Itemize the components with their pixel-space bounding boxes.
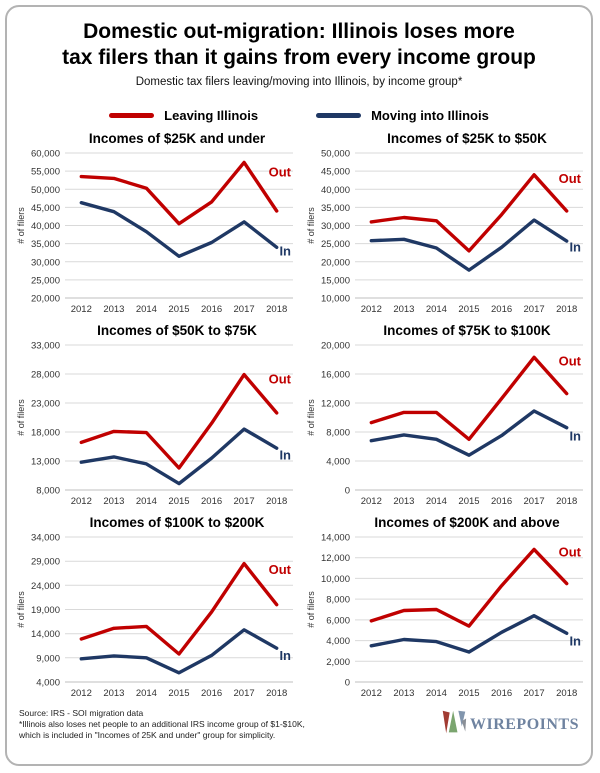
x-tick-label: 2018: [556, 304, 578, 315]
y-tick-label: 13,000: [30, 456, 60, 468]
x-tick-label: 2016: [491, 688, 513, 699]
x-tick-label: 2012: [70, 304, 92, 315]
x-tick-label: 2015: [458, 688, 480, 699]
chart-incomes-25k-under: [15, 131, 299, 316]
y-axis-label: # of filers: [306, 207, 316, 244]
source-line-3: which is included in "Incomes of 25K and under" group for simplicity.: [19, 730, 276, 740]
chart-incomes-50k-75k: [15, 323, 299, 508]
y-tick-label: 12,000: [320, 398, 350, 410]
x-tick-label: 2014: [135, 496, 157, 507]
y-tick-label: 6,000: [326, 615, 350, 627]
y-tick-label: 8,000: [36, 485, 60, 497]
page-subtitle: Domestic tax filers leaving/moving into Illinois, by income group*: [135, 76, 463, 88]
x-tick-label: 2013: [393, 688, 415, 699]
y-tick-label: 0: [344, 677, 350, 689]
y-tick-label: 8,000: [326, 594, 350, 606]
y-tick-label: 50,000: [30, 184, 60, 196]
y-tick-label: 25,000: [30, 275, 60, 287]
x-tick-label: 2012: [360, 496, 382, 507]
x-tick-label: 2012: [70, 496, 92, 507]
out-line: [371, 549, 566, 626]
x-tick-label: 2014: [425, 496, 447, 507]
y-tick-label: 10,000: [320, 293, 350, 305]
y-tick-label: 50,000: [320, 148, 350, 160]
source-note: [19, 708, 305, 741]
x-tick-label: 2013: [103, 304, 125, 315]
x-tick-label: 2013: [103, 496, 125, 507]
in-annotation: In: [279, 243, 291, 259]
y-tick-label: 35,000: [320, 202, 350, 214]
x-tick-label: 2012: [360, 688, 382, 699]
y-tick-label: 10,000: [320, 573, 350, 585]
y-tick-label: 8,000: [326, 427, 350, 439]
y-axis-label: # of filers: [306, 591, 316, 628]
out-annotation: Out: [558, 544, 581, 560]
x-tick-label: 2014: [135, 688, 157, 699]
y-tick-label: 33,000: [30, 340, 60, 352]
x-tick-label: 2017: [523, 304, 545, 315]
chart-title: Incomes of $100K to $200K: [89, 515, 265, 530]
out-line: [81, 564, 276, 654]
chart-title: Incomes of $25K and under: [88, 131, 266, 146]
in-annotation: In: [569, 428, 581, 444]
source-line-2: *Illinois also loses net people to an additional IRS income group of $1-$10K,: [19, 719, 305, 729]
legend-item-leaving: [109, 108, 258, 123]
x-tick-label: 2016: [491, 496, 513, 507]
y-tick-label: 9,000: [36, 653, 60, 665]
y-tick-label: 20,000: [320, 340, 350, 352]
line-plot: [305, 146, 589, 316]
source-line-1: Source: IRS - SOI migration data: [19, 708, 144, 718]
out-annotation: Out: [268, 164, 291, 180]
y-axis-label: # of filers: [16, 591, 26, 628]
x-tick-label: 2015: [458, 304, 480, 315]
x-tick-label: 2015: [168, 688, 190, 699]
x-tick-label: 2014: [135, 304, 157, 315]
x-tick-label: 2014: [425, 688, 447, 699]
x-tick-label: 2015: [168, 304, 190, 315]
y-tick-label: 28,000: [30, 369, 60, 381]
y-axis-label: # of filers: [16, 207, 26, 244]
x-tick-label: 2016: [201, 688, 223, 699]
x-tick-label: 2017: [233, 688, 255, 699]
x-tick-label: 2013: [103, 688, 125, 699]
leaving-line-swatch: [109, 113, 154, 118]
chart-incomes-200k-above: [305, 515, 589, 700]
y-tick-label: 15,000: [320, 275, 350, 287]
y-tick-label: 23,000: [30, 398, 60, 410]
y-tick-label: 20,000: [320, 257, 350, 269]
y-tick-label: 4,000: [326, 456, 350, 468]
x-tick-label: 2018: [266, 496, 288, 507]
y-tick-label: 45,000: [30, 202, 60, 214]
legend-item-moving-in: [316, 108, 489, 123]
x-tick-label: 2013: [393, 304, 415, 315]
y-tick-label: 12,000: [320, 553, 350, 565]
out-line: [81, 375, 276, 468]
y-tick-label: 29,000: [30, 556, 60, 568]
chart-legend: [15, 108, 583, 123]
y-tick-label: 30,000: [320, 221, 350, 232]
line-plot: [15, 530, 299, 700]
x-tick-label: 2012: [360, 304, 382, 315]
y-tick-label: 4,000: [326, 636, 350, 648]
footer: [15, 708, 583, 741]
chart-incomes-75k-100k: [305, 323, 589, 508]
x-tick-label: 2015: [458, 496, 480, 507]
title-line-2: tax filers than it gains from every income group: [62, 46, 536, 69]
x-tick-label: 2018: [556, 496, 578, 507]
y-tick-label: 2,000: [326, 656, 350, 668]
x-tick-label: 2017: [233, 304, 255, 315]
chart-title: Incomes of $200K and above: [374, 515, 560, 530]
y-tick-label: 35,000: [30, 239, 60, 251]
y-tick-label: 14,000: [320, 532, 350, 544]
x-tick-label: 2016: [491, 304, 513, 315]
in-line: [81, 429, 276, 484]
x-tick-label: 2014: [425, 304, 447, 315]
chart-incomes-100k-200k: [15, 515, 299, 700]
x-tick-label: 2016: [201, 496, 223, 507]
line-plot: [15, 146, 299, 316]
out-annotation: Out: [558, 353, 581, 369]
x-tick-label: 2015: [168, 496, 190, 507]
in-annotation: In: [569, 633, 581, 649]
y-tick-label: 34,000: [30, 532, 60, 544]
chart-title: Incomes of $75K to $100K: [383, 323, 551, 338]
y-tick-label: 55,000: [30, 166, 60, 178]
wirepoints-logo-icon: [441, 709, 467, 740]
y-axis-label: # of filers: [306, 399, 316, 436]
y-tick-label: 45,000: [320, 166, 350, 178]
line-plot: [305, 530, 589, 700]
infographic-card: [5, 5, 593, 766]
out-annotation: Out: [268, 371, 291, 387]
line-plot: [305, 338, 589, 508]
in-annotation: In: [569, 239, 581, 255]
y-tick-label: 40,000: [320, 184, 350, 196]
y-tick-label: 40,000: [30, 221, 60, 232]
title-line-1: Domestic out-migration: Illinois loses more: [83, 20, 515, 43]
page-title: [15, 19, 583, 71]
y-tick-label: 16,000: [320, 369, 350, 381]
in-annotation: In: [279, 447, 291, 463]
legend-label-moving-in: Moving into Illinois: [371, 108, 489, 123]
wirepoints-logo-text: WIREPOINTS: [469, 715, 579, 733]
y-tick-label: 25,000: [320, 239, 350, 251]
charts-grid: [15, 131, 583, 700]
y-tick-label: 14,000: [30, 629, 60, 641]
x-tick-label: 2018: [266, 688, 288, 699]
in-line: [371, 616, 566, 652]
out-annotation: Out: [558, 170, 581, 186]
y-tick-label: 0: [344, 485, 350, 497]
legend-label-leaving: Leaving Illinois: [164, 108, 259, 123]
y-tick-label: 24,000: [30, 580, 60, 592]
y-tick-label: 60,000: [30, 148, 60, 160]
in-line: [371, 411, 566, 455]
x-tick-label: 2016: [201, 304, 223, 315]
in-line: [371, 220, 566, 270]
y-tick-label: 30,000: [30, 257, 60, 269]
out-annotation: Out: [268, 562, 291, 578]
x-tick-label: 2013: [393, 496, 415, 507]
x-tick-label: 2018: [266, 304, 288, 315]
y-tick-label: 18,000: [30, 427, 60, 439]
x-tick-label: 2017: [523, 688, 545, 699]
y-axis-label: # of filers: [16, 399, 26, 436]
wirepoints-logo: [441, 709, 579, 740]
in-line: [81, 203, 276, 257]
chart-incomes-25k-50k: [305, 131, 589, 316]
chart-title: Incomes of $50K to $75K: [97, 323, 257, 338]
chart-title: Incomes of $25K to $50K: [387, 131, 547, 146]
x-tick-label: 2012: [70, 688, 92, 699]
out-line: [371, 357, 566, 439]
y-tick-label: 20,000: [30, 293, 60, 305]
y-tick-label: 19,000: [30, 605, 60, 616]
x-tick-label: 2017: [523, 496, 545, 507]
moving-in-line-swatch: [316, 113, 361, 118]
line-plot: [15, 338, 299, 508]
in-annotation: In: [279, 648, 291, 663]
x-tick-label: 2017: [233, 496, 255, 507]
x-tick-label: 2018: [556, 688, 578, 699]
y-tick-label: 4,000: [36, 677, 60, 689]
